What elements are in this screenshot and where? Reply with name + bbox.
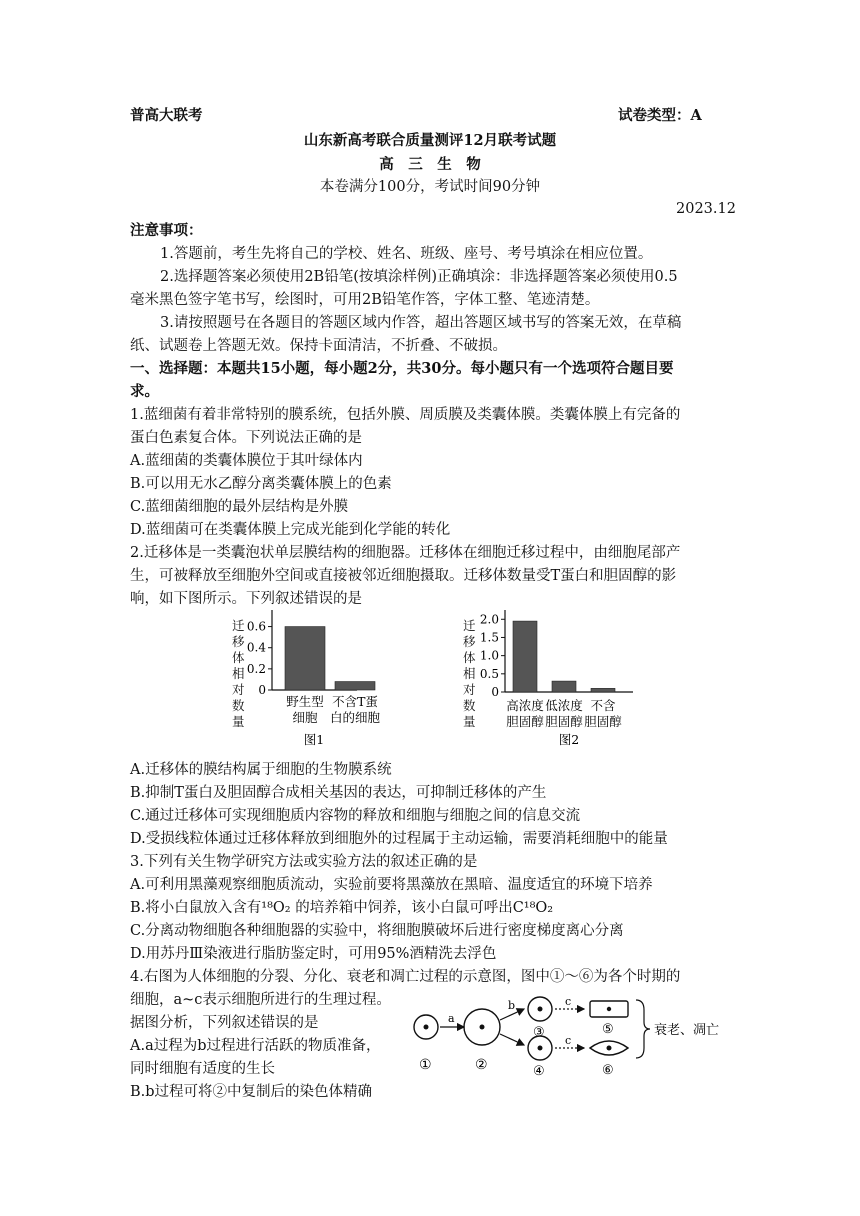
ylabel-char: 数: [232, 698, 245, 713]
cell-label: ④: [533, 1064, 545, 1078]
category-label: 白的细胞: [329, 710, 381, 725]
cell-label: ⑤: [602, 1022, 614, 1037]
notice-item: 1.答题前，考生先将自己的学校、姓名、班级、座号、考号填涂在相应位置。: [160, 246, 653, 262]
exam-union-name: 普高大联考: [130, 107, 203, 124]
exam-date: 2023.12: [676, 201, 736, 217]
cell-label: ③: [533, 1025, 545, 1040]
process-label: c: [565, 1034, 572, 1047]
process-label: c: [565, 996, 572, 1008]
cell-label: ⑥: [602, 1063, 614, 1078]
category-label: 胆固醇: [506, 714, 544, 729]
process-label: a: [448, 1012, 455, 1025]
question-stem: 蛋白色素复合体。下列说法正确的是: [130, 430, 362, 446]
process-label: b: [508, 999, 516, 1012]
option-c: C.通过迁移体可实现细胞质内容物的释放和细胞与细胞之间的信息交流: [130, 808, 581, 824]
arrow-b-down: [500, 1034, 524, 1045]
category-label: 不含: [590, 698, 616, 713]
option-b: B.抑制T蛋白及胆固醇合成相关基因的表达，可抑制迁移体的产生: [130, 785, 547, 801]
question-stem: 细胞，a~c表示细胞所进行的生理过程。: [130, 992, 391, 1008]
section-heading-cont: 求。: [130, 383, 159, 400]
ylabel-char: 量: [232, 714, 245, 729]
bar: [591, 688, 615, 692]
cell-1: [414, 1015, 438, 1039]
y-tick-label: 2.0: [479, 612, 499, 627]
chart-title: 图2: [558, 732, 580, 747]
option-a: A.a过程为b过程进行活跃的物质准备，: [130, 1038, 381, 1054]
y-tick-label: 0.2: [246, 661, 266, 676]
ylabel-char: 体: [463, 650, 476, 665]
notice-item: 2.选择题答案必须使用2B铅笔(按填涂样例)正确填涂：非选择题答案必须使用0.5: [160, 269, 678, 285]
cell-label: ①: [419, 1057, 432, 1073]
notice-heading: 注意事项：: [130, 222, 203, 239]
subject-title: 高 三 生 物: [379, 156, 481, 173]
option-a: A.蓝细菌的类囊体膜位于其叶绿体内: [130, 453, 363, 469]
question-stem: 4.右图为人体细胞的分裂、分化、衰老和凋亡过程的示意图，图中①～⑥为各个时期的: [130, 969, 681, 985]
ylabel-char: 相: [232, 666, 245, 681]
option-d: D.用苏丹Ⅲ染液进行脂肪鉴定时，可用95%酒精洗去浮色: [130, 946, 497, 962]
exam-info: 本卷满分100分，考试时间90分钟: [319, 179, 541, 195]
chart-title: 图1: [303, 732, 325, 747]
paper-type: 试卷类型：A: [618, 107, 702, 124]
figure-cell-process: [408, 996, 738, 1078]
bar: [513, 621, 537, 692]
bar: [552, 681, 576, 692]
paper-title: 山东新高考联合质量测评12月联考试题: [303, 132, 557, 149]
notice-item: 3.请按照题号在各题目的答题区域内作答，超出答题区域书写的答案无效，在草稿: [160, 315, 682, 331]
notice-item: 毫米黑色签字笔书写，绘图时，可用2B铅笔作答，字体工整、笔迹清楚。: [130, 292, 600, 308]
figure-q2: [225, 606, 645, 758]
notice-item: 纸、试题卷上答题无效。保持卡面清洁，不折叠、不破损。: [130, 338, 507, 354]
question-stem: 2.迁移体是一类囊泡状单层膜结构的细胞器。迁移体在细胞迁移过程中，由细胞尾部产: [130, 545, 681, 561]
y-tick-label: 0: [258, 683, 266, 697]
category-label: 高浓度: [506, 698, 544, 713]
category-label: 低浓度: [545, 698, 583, 713]
ylabel-char: 对: [232, 682, 245, 697]
category-label: 胆固醇: [584, 714, 622, 729]
ylabel-char: 迁: [463, 618, 476, 633]
option-d: D.蓝细菌可在类囊体膜上完成光能到化学能的转化: [130, 522, 451, 538]
option-c: C.蓝细菌细胞的最外层结构是外膜: [130, 499, 349, 515]
section-heading: 一、选择题：本题共15小题，每小题2分，共30分。每小题只有一个选项符合题目要: [130, 360, 674, 377]
option-c: C.分离动物细胞各种细胞器的实验中，将细胞膜破坏后进行密度梯度离心分离: [130, 923, 624, 939]
question-stem: 3.下列有关生物学研究方法或实验方法的叙述正确的是: [130, 854, 478, 870]
brace: [636, 1000, 650, 1058]
cell-5: [590, 1001, 628, 1017]
y-tick-label: 0.4: [246, 640, 266, 655]
ylabel-char: 移: [463, 634, 476, 649]
ylabel-char: 迁: [232, 618, 245, 633]
category-label: 野生型: [286, 694, 324, 709]
ylabel-char: 数: [463, 698, 476, 713]
option-b: B.可以用无水乙醇分离类囊体膜上的色素: [130, 476, 392, 492]
bar: [285, 627, 325, 690]
category-label: 细胞: [292, 710, 318, 725]
question-stem: 生，可被释放至细胞外空间或直接被邻近细胞摄取。迁移体数量受T蛋白和胆固醇的影: [130, 568, 677, 584]
question-stem: 响，如下图所示。下列叙述错误的是: [130, 591, 362, 607]
option-d: D.受损线粒体通过迁移体释放到细胞外的过程属于主动运输，需要消耗细胞中的能量: [130, 831, 668, 847]
cell-6: [590, 1041, 628, 1055]
option-b: B.将小白鼠放入含有¹⁸O₂ 的培养箱中饲养，该小白鼠可呼出C¹⁸O₂: [130, 900, 554, 916]
ylabel-char: 量: [463, 714, 476, 729]
question-stem: 据图分析，下列叙述错误的是: [130, 1015, 319, 1031]
y-tick-label: 0: [491, 685, 499, 699]
bar: [335, 682, 375, 690]
cell-3: [528, 997, 552, 1021]
option-a-cont: 同时细胞有适度的生长: [130, 1061, 275, 1077]
cell-label: ②: [475, 1057, 488, 1073]
option-b: B.b过程可将②中复制后的染色体精确: [130, 1084, 373, 1100]
ylabel-char: 相: [463, 666, 476, 681]
category-label: 不含T蛋: [332, 694, 378, 709]
option-a: A.迁移体的膜结构属于细胞的生物膜系统: [130, 762, 392, 778]
question-stem: 1.蓝细菌有着非常特别的膜系统，包括外膜、周质膜及类囊体膜。类囊体膜上有完备的: [130, 407, 681, 423]
category-label: 胆固醇: [545, 714, 583, 729]
option-a: A.可利用黑藻观察细胞质流动，实验前要将黑藻放在黑暗、温度适宜的环境下培养: [130, 877, 653, 893]
y-tick-label: 1.5: [479, 630, 499, 645]
cell-2: [464, 1009, 500, 1045]
chart-figure2: [463, 610, 633, 747]
result-label: 衰老、凋亡: [654, 1023, 720, 1038]
ylabel-char: 移: [232, 634, 245, 649]
y-tick-label: 1.0: [479, 648, 499, 663]
y-tick-label: 0.5: [479, 666, 499, 681]
y-tick-label: 0.6: [246, 619, 266, 634]
chart-figure1: [232, 610, 380, 747]
ylabel-char: 体: [232, 650, 245, 665]
ylabel-char: 对: [463, 682, 476, 697]
